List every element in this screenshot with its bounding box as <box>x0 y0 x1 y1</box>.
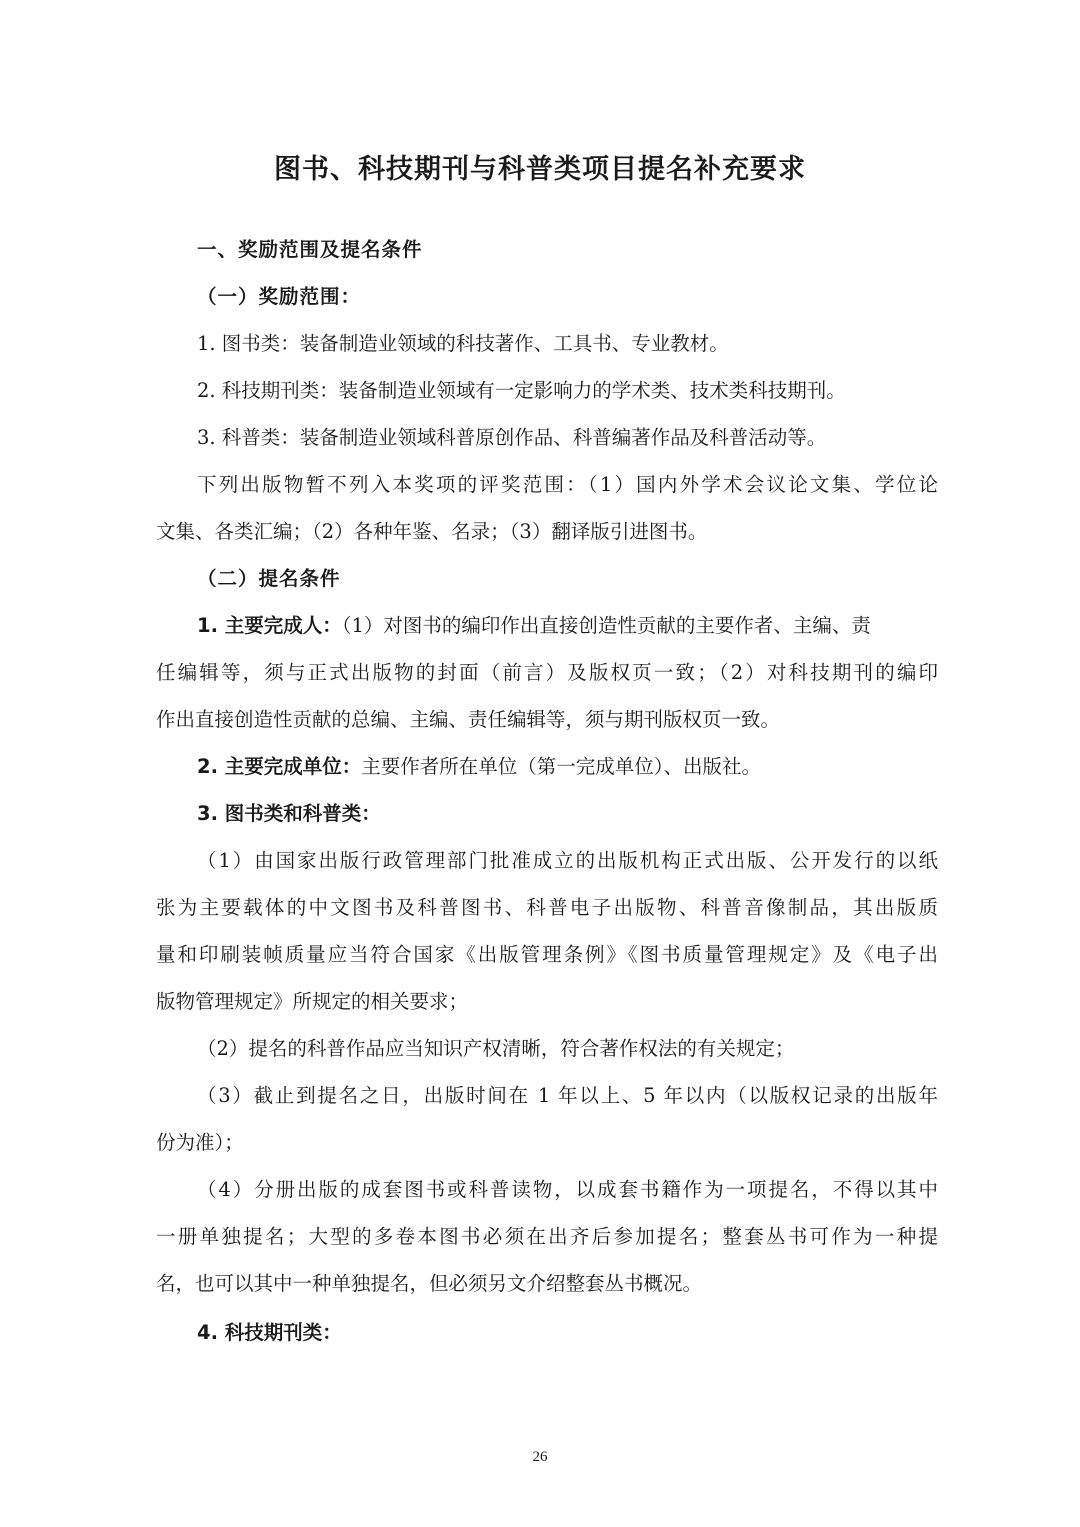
scope-item-journals: 2. 科技期刊类：装备制造业领域有一定影响力的学术类、技术类科技期刊。 <box>197 379 846 402</box>
condition-main-units-text: 主要作者所在单位（第一完成单位）、出版社。 <box>361 755 762 778</box>
books-requirement-2: （2）提名的科普作品应当知识产权清晰，符合著作权法的有关规定； <box>197 1037 795 1060</box>
books-requirement-4-line-3: 名，也可以其中一种单独提名，但必须另文介绍整套丛书概况。 <box>156 1272 703 1295</box>
scope-item-science-popularization: 3. 科普类：装备制造业领域科普原创作品、科普编著作品及科普活动等。 <box>197 426 827 449</box>
books-requirement-1-line-2: 张为主要载体的中文图书及科普图书、科普电子出版物、科普音像制品，其出版质 <box>156 896 938 919</box>
page-number: 26 <box>532 1449 548 1465</box>
condition-books-and-science-heading: 3. 图书类和科普类： <box>197 802 381 825</box>
condition-main-units <box>197 752 761 782</box>
books-requirement-4-line-1: （4）分册出版的成套图书或科普读物，以成套书籍作为一项提名，不得以其中 <box>197 1178 938 1201</box>
books-requirement-4-line-2: 一册单独提名；大型的多卷本图书必须在出齐后参加提名；整套丛书可作为一种提 <box>156 1225 938 1248</box>
exclusion-paragraph-line-1: 下列出版物暂不列入本奖项的评奖范围：（1）国内外学术会议论文集、学位论 <box>197 473 938 496</box>
section-heading-award-scope-and-conditions: 一、奖励范围及提名条件 <box>197 238 423 261</box>
books-requirement-1-line-3: 量和印刷装帧质量应当符合国家《出版管理条例》《图书质量管理规定》及《电子出 <box>156 943 938 966</box>
condition-main-contributors-line-1 <box>197 611 938 641</box>
subsection-heading-nomination-conditions: （二）提名条件 <box>197 567 341 590</box>
condition-main-contributors-text: （1）对图书的编印作出直接创造性贡献的主要作者、主编、责 <box>341 614 871 637</box>
books-requirement-3-line-2: 份为准）； <box>156 1131 244 1154</box>
scope-item-books: 1. 图书类：装备制造业领域的科技著作、工具书、专业教材。 <box>197 332 729 355</box>
document-title: 图书、科技期刊与科普类项目提名补充要求 <box>274 154 806 185</box>
books-requirement-1-line-1: （1）由国家出版行政管理部门批准成立的出版机构正式出版、公开发行的以纸 <box>197 849 938 872</box>
condition-main-contributors-line-2: 任编辑等，须与正式出版物的封面（前言）及版权页一致；（2）对科技期刊的编印 <box>156 661 938 684</box>
condition-main-contributors-label: 1. 主要完成人： <box>197 614 342 637</box>
condition-journals-heading: 4. 科技期刊类： <box>197 1321 342 1344</box>
books-requirement-3-line-1: （3）截止到提名之日，出版时间在 1 年以上、5 年以内（以版权记录的出版年 <box>197 1084 938 1107</box>
condition-main-units-label: 2. 主要完成单位： <box>197 755 362 778</box>
subsection-heading-award-scope: （一）奖励范围： <box>197 285 362 308</box>
exclusion-paragraph-line-2: 文集、各类汇编；（2）各种年鉴、名录；（3）翻译版引进图书。 <box>156 520 708 543</box>
books-requirement-1-line-4: 版物管理规定》所规定的相关要求； <box>156 990 469 1013</box>
condition-main-contributors-line-3: 作出直接创造性贡献的总编、主编、责任编辑等，须与期刊版权页一致。 <box>156 708 781 731</box>
